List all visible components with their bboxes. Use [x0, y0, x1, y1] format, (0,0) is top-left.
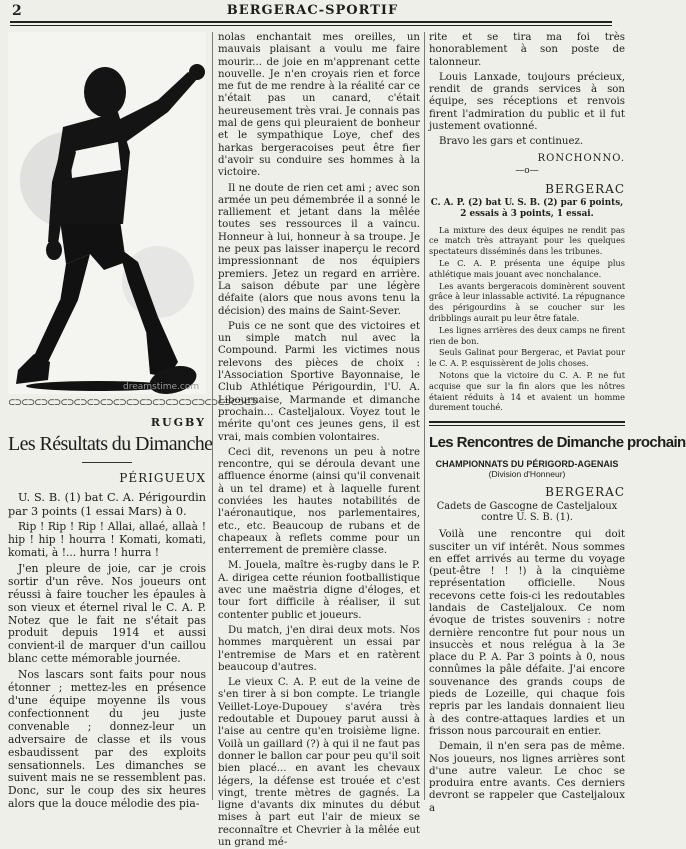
header-rule [10, 21, 612, 23]
ornament-divider: ⊂⊃⊂⊃⊂⊃⊂⊃⊂⊃⊂⊃⊂⊃⊂⊃⊂⊃⊂⊃⊂⊃⊂⊃⊂⊃⊂⊃⊂⊃⊂⊃⊂⊃⊂⊃⊂⊃ [8, 398, 257, 408]
championship-title: CHAMPIONNATS DU PÉRIGORD-AGENAIS [435, 459, 619, 470]
article-paragraph: Bravo les gars et continuez. [439, 136, 584, 148]
article-paragraph: Louis Lanxade, toujours précieux, rendit de grands services à son équipe, ses réceptions et renvois firent l'admiration du public et il fut justement ovationné. [429, 71, 625, 133]
division-label: (Division d'Honneur) [488, 469, 566, 480]
report-paragraph: Notons que la victoire du C. A. P. ne fut acquise que sur la fin alors que les nôtres étaient réduits à 14 et avaient un homme durement touché. [429, 370, 625, 413]
rugby-player-icon [8, 32, 206, 394]
report-paragraph: Les avants bergeracois dominèrent souvent grâce à leur inlassable activité. La répugnance des périgourdins à se coucher sur les dribblings aurait pu leur être fatale. [429, 280, 625, 324]
report-paragraph: Les lignes arrières des deux camps ne firent rien de bon. [429, 324, 625, 346]
article-paragraph: nolas enchantait mes oreilles, un mauvais plaisant a voulu me faire mourir... de joie en m'apprenant cette nouvelle. Je n'en croyais rien et force me fut de me rendre à la réalité car ce n'était pas un canard, c'était heureusement très vrai. Je connais pas mal de gens qui pleuraient de bonheur et le sympathique Loye, chef des harkas bergeracoises peut être fier d'avoir su conduire ses hommes à la victoire. [218, 32, 420, 179]
illustration-watermark: dreamstime.com [123, 382, 200, 392]
headline-results: Les Résultats du Dimanche [8, 433, 213, 455]
masthead: BERGERAC-SPORTIF [226, 3, 399, 18]
dateline-bergerac-2: BERGERAC [545, 485, 625, 500]
report-paragraph: La mixture des deux équipes ne rendit pas ce match très attrayant pour les quelques spectateurs disséminés dans les tribunes. [429, 224, 625, 257]
score-line: C. A. P. (2) bat U. S. B. (2) par 6 points, 2 essais à 3 points, 1 essai. [430, 197, 624, 219]
short-rule [82, 462, 132, 463]
left-column [8, 32, 257, 811]
rugby-player-illustration [8, 32, 206, 394]
lede-paragraph: U. S. B. (1) bat C. A. Périgourdin par 3 points (1 essai Mars) à 0. [8, 491, 206, 518]
article-paragraph: Ceci dit, revenons un peu à notre rencontre, qui se déroula devant une affluence énorme (ainsi qu'il convenait à un tel drame) et à laquelle furent conviées les hautes notabilités de l'aéronautique, nos parlementaires, etc., etc. Beaucoup de rubans et de chapeaux à reflets comme pour un enterrement de première classe. [218, 446, 420, 557]
section-label: RUGBY [150, 416, 206, 429]
article-paragraph: Puis ce ne sont que des victoires et un simple match nul avec la Compound. Parmi les victimes nous relevons des pièces de choix : l'Association Sportive Bayonnaise, le Club Athlétique Périgourdin, l'U. A. Libournaise, Marmande et dimanche prochain... Casteljaloux. Voyez tout le mérite qu'ont ces jeunes gens, il est vrai, mais combien volontaires. [218, 320, 420, 443]
signature: RONCHONNO. [537, 152, 625, 164]
article-paragraph: M. Jouela, maître ès-rugby dans le P. A. dirigea cette réunion footballistique avec une maëstria digne d'éloges, et tour fort difficile à réaliser, il sut contenter public et joueurs. [218, 560, 420, 621]
article-paragraph: Le vieux C. A. P. eut de la veine de s'en tirer à si bon compte. Le triangle Veillet-Loye-Dupouey s'avéra très redoutable et Dupouey parut aussi à l'aise au centre qu'en troisième ligne. Voilà un gaillard (?) à qui il ne faut pas donner le ballon car pour peu qu'il soit bien placé... en avant les chevaux légers, la défense est trouée et c'est vingt, trente mètres de gagnés. La ligne d'avants dix minutes du début mises à part eut l'air de mieux se reconnaître et Chevrier à la mêlée eut un grand mé- [218, 677, 420, 848]
article-paragraph: Demain, il n'en sera pas de même. Nos joueurs, nos lignes arrières sont d'une autre valeur. Le choc se produira entre avants. Ces derniers devront se rappeler que Casteljaloux a [429, 741, 625, 814]
dateline-perigueux: PÉRIGUEUX [119, 471, 206, 485]
article-paragraph: Du match, j'en dirai deux mots. Nos hommes marquèrent un essai par l'entremise de Mars et en ratèrent beaucoup d'autres. [218, 624, 420, 673]
section-rule-thin [429, 425, 625, 426]
report-paragraph: Le C. A. P. présenta une équipe plus athlétique mais jouant avec nonchalance. [429, 258, 625, 279]
separator: —o— [515, 165, 539, 176]
article-paragraph: J'en pleure de joie, car je crois sortir d'un rêve. Nos joueurs ont réussi à faire toucher les épaules à son vieux et éternel rival le C. A. P. Notez que le fait ne s'était pas produit depuis 1914 et aussi convient-il de marquer d'un caillou blanc cette mémorable journée. [8, 561, 206, 666]
dateline-bergerac: BERGERAC [545, 181, 625, 196]
middle-column [212, 32, 420, 848]
report-paragraph: Seuls Galinat pour Bergerac, et Paviat pour le C. A. P. esquissèrent de jolis choses. [429, 347, 625, 369]
section-rule [429, 421, 625, 423]
article-paragraph: Rip ! Rip ! Rip ! Allai, allaé, allaà ! hip ! hip ! hourra ! Komati, komati, komati, à !... hurra ! hurra ! [8, 520, 206, 559]
page-number: 2 [12, 3, 22, 19]
article-paragraph: rite et se tira ma foi très honorablement à son poste de talonneur. [429, 32, 625, 68]
article-paragraph: Il ne doute de rien cet ami ; avec son armée un peu démembrée il a sonné le ralliement et jetant dans la mêlée toutes ses ressources il a vaincu. Honneur à lui, honneur à sa troupe. Je ne peux pas laisser inaperçu le record impressionnant de nos équipiers premiers. Jetez un regard en arrière. La saison débute par une légère défaite (alors que nous avons tenu la décision) des mains de Saint-Sever. [218, 182, 420, 317]
right-column [424, 32, 686, 814]
headline-upcoming: Les Rencontres de Dimanche prochain [429, 434, 686, 452]
article-paragraph: Nos lascars sont faits pour nous étonner ; mettez-les en présence d'une équipe moyenne ils vous confectionnent du jeu juste convenable ; donnez-leur un adversaire de classe et ils vous esbaudissent par des exploits sensationnels. Les dimanches se suivent mais ne se ressemblent pas. Donc, sur le coup des six heures alors que la douce mélodie des pia- [8, 668, 206, 811]
article-paragraph: Voilà une rencontre qui doit susciter un vif intérêt. Nous sommes en effet arrivés au terme du voyage (peut-être ! ! !) à la cinquième représentation officielle. Nous recevons cette fois-ci les redoutables landais de Casteljaloux. Ce nom évoque de tristes souvenirs : notre dernière rencontre fut pour nous un insuccès et nous relégua à la 3e place du P. A. Par 3 points à 0, nous connûmes la pâle défaite. J'ai encore souvenance des grands coups de pieds de Lozeille, qui chaque fois repris par les landais donnaient lieu à des contre-attaques lardies et un frisson nous parcourait en entier. [429, 529, 625, 737]
match-title: Cadets de Gascogne de Casteljaloux contre U. S. B. (1). [436, 501, 618, 524]
header-rule-thin [10, 25, 612, 26]
